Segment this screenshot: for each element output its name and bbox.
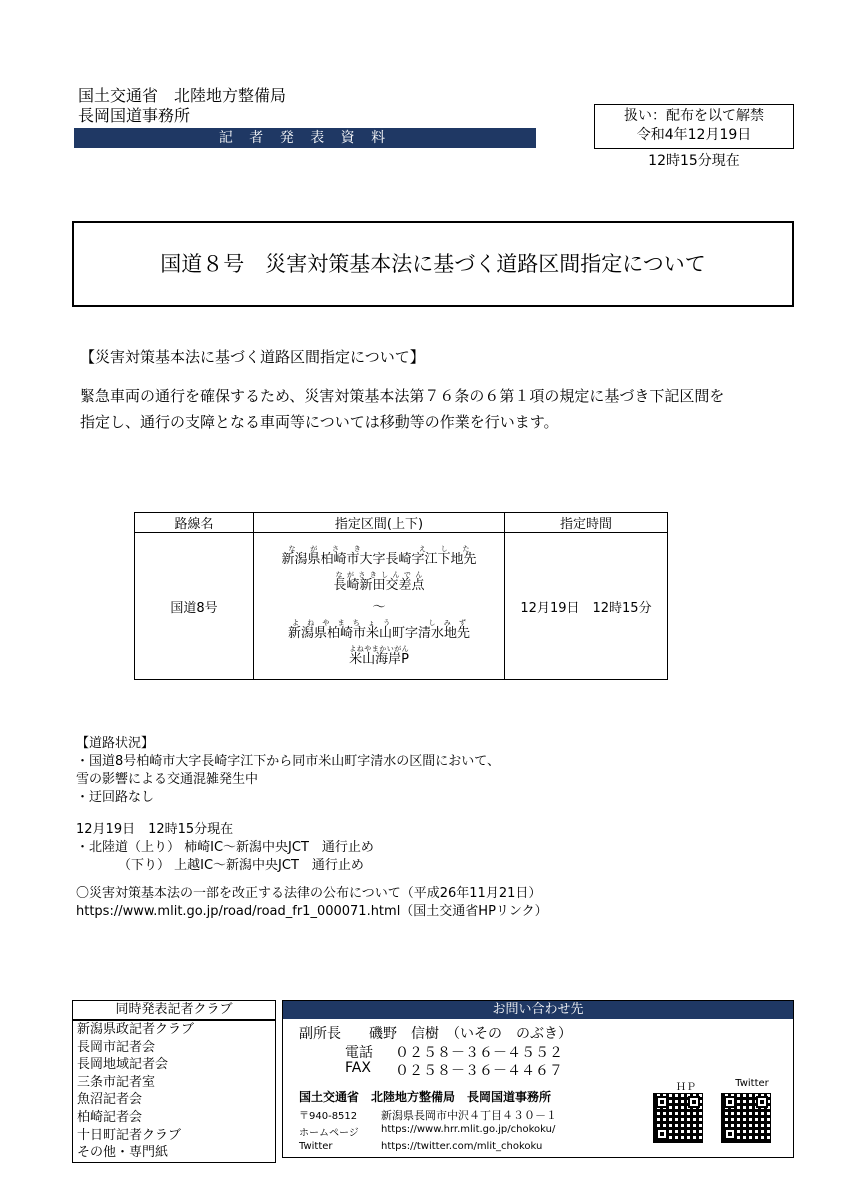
ruby-yoneyamakaigan: よねやまかいがん <box>349 645 409 653</box>
qr-finder <box>756 1096 768 1108</box>
contact-person: 副所長 磯野 信樹 （いその のぶき） <box>299 1026 572 1042</box>
ruby-nagasaki: ながさき <box>281 545 376 553</box>
end-landmark: 米山海岸P <box>349 652 409 667</box>
start-landmark: 長崎新田交差点 <box>333 578 425 593</box>
col-header-section: 指定区間(上下) <box>254 513 505 533</box>
list-item: 柏崎記者会 <box>77 1109 143 1125</box>
ruby-shimizu: しみず <box>428 619 471 627</box>
as-of-time: 12時15分現在 <box>648 153 740 169</box>
ruby-yoneyamachou: よねやまちょう <box>287 619 399 627</box>
ministry-name: 国土交通省 北陸地方整備局 <box>78 86 287 105</box>
expressway-status-time: 12月19日 12時15分現在 <box>76 822 234 837</box>
table-row <box>135 533 668 680</box>
start-address: 新潟県柏崎市大字長崎字江下地先 <box>281 552 477 567</box>
address: 新潟県長岡市中沢４丁目４３０－１ <box>381 1109 557 1122</box>
page-title: 国道８号 災害対策基本法に基づく道路区間指定について <box>72 221 794 307</box>
qr-finder <box>688 1096 700 1108</box>
contact-organization: 国土交通省 北陸地方整備局 長岡国道事務所 <box>299 1090 552 1104</box>
qr-finder <box>724 1096 736 1108</box>
designated-section-table <box>134 512 668 680</box>
twitter-link[interactable]: https://twitter.com/mlit_chokoku <box>381 1141 543 1152</box>
col-header-route: 路線名 <box>135 513 254 533</box>
end-reading <box>288 619 470 627</box>
fax-label: FAX <box>345 1060 371 1076</box>
section-heading: 【災害対策基本法に基づく道路区間指定について】 <box>80 348 425 366</box>
list-item: 長岡地域記者会 <box>77 1057 169 1073</box>
twitter-label: Twitter <box>299 1141 333 1152</box>
end-address: 新潟県柏崎市米山町字清水地先 <box>287 626 470 641</box>
section-body-line2: 指定し、通行の支障となる車両等については移動等の作業を行います。 <box>80 413 559 431</box>
section-start-line1 <box>254 545 504 567</box>
press-release-banner: 記 者 発 表 資 料 <box>74 128 536 148</box>
road-status-line2: 雪の影響による交通混雑発生中 <box>76 772 259 787</box>
expressway-status-down: （下り） 上越IC～新潟中央JCT 通行止め <box>118 858 364 873</box>
homepage-link[interactable]: https://www.hrr.mlit.go.jp/chokoku/ <box>381 1124 556 1135</box>
ruby-eshita: えした <box>419 545 477 553</box>
press-clubs-box <box>72 1000 276 1163</box>
list-item: 十日町記者クラブ <box>77 1127 182 1143</box>
road-status-heading: 【道路状況】 <box>76 736 155 751</box>
office-name: 長岡国道事務所 <box>78 106 191 125</box>
qr-code-hp <box>653 1093 703 1143</box>
contact-heading: お問い合わせ先 <box>283 1001 793 1019</box>
list-item: 魚沼記者会 <box>77 1092 143 1108</box>
qr-finder <box>724 1128 736 1140</box>
section-start-line2 <box>254 571 504 593</box>
road-status-line1: ・国道8号柏崎市大字長崎字江下から同市米山町字清水の区間において、 <box>76 754 501 769</box>
tel-label: 電話 <box>345 1045 373 1061</box>
time-cell: 12月19日 12時15分 <box>505 533 668 680</box>
expressway-status-up: ・北陸道（上り） 柿崎IC～新潟中央JCT 通行止め <box>76 840 374 855</box>
list-item: 三条市記者室 <box>77 1074 156 1090</box>
qr-hp-label: ＨＰ <box>676 1082 696 1093</box>
qr-twitter-label: Twitter <box>735 1078 769 1089</box>
table-header-row <box>135 513 668 533</box>
tel-number: ０２５８－３６－４５５２ <box>395 1045 563 1061</box>
road-status-line3: ・迂回路なし <box>76 790 155 805</box>
ruby-nagasakishinden: ながさきしんでん <box>333 571 425 579</box>
law-notice: 〇災害対策基本法の一部を改正する法律の公布について（平成26年11月21日） <box>76 886 542 901</box>
qr-finder <box>656 1096 668 1108</box>
col-header-time: 指定時間 <box>505 513 668 533</box>
section-cell <box>254 533 505 680</box>
fax-number: ０２５８－３６－４４６７ <box>395 1063 563 1079</box>
handling-date: 令和4年12月19日 <box>636 127 752 143</box>
section-body-line1: 緊急車両の通行を確保するため、災害対策基本法第７６条の６第１項の規定に基づき下記区間を <box>80 387 725 405</box>
list-item: その他・専門紙 <box>77 1145 169 1161</box>
list-item: 新潟県政記者クラブ <box>77 1022 195 1037</box>
list-item: 長岡市記者会 <box>77 1039 156 1055</box>
qr-code-twitter <box>721 1093 771 1143</box>
press-clubs-heading: 同時発表記者クラブ <box>73 1001 275 1021</box>
section-end-line1 <box>254 619 504 641</box>
contact-box <box>282 1000 794 1158</box>
law-link[interactable]: https://www.mlit.go.jp/road/road_fr1_000071.html（国土交通省HPリンク） <box>76 904 548 919</box>
handling-box <box>594 104 794 149</box>
route-cell: 国道8号 <box>135 533 254 680</box>
qr-finder <box>656 1128 668 1140</box>
section-tilde: ～ <box>372 600 386 615</box>
handling-embargo: 扱い：配布を以て解禁 <box>624 108 764 124</box>
homepage-label: ホームページ <box>299 1128 359 1139</box>
start-reading <box>281 545 476 553</box>
postal-code: 〒940-8512 <box>299 1111 358 1122</box>
section-end-line2 <box>254 645 504 667</box>
